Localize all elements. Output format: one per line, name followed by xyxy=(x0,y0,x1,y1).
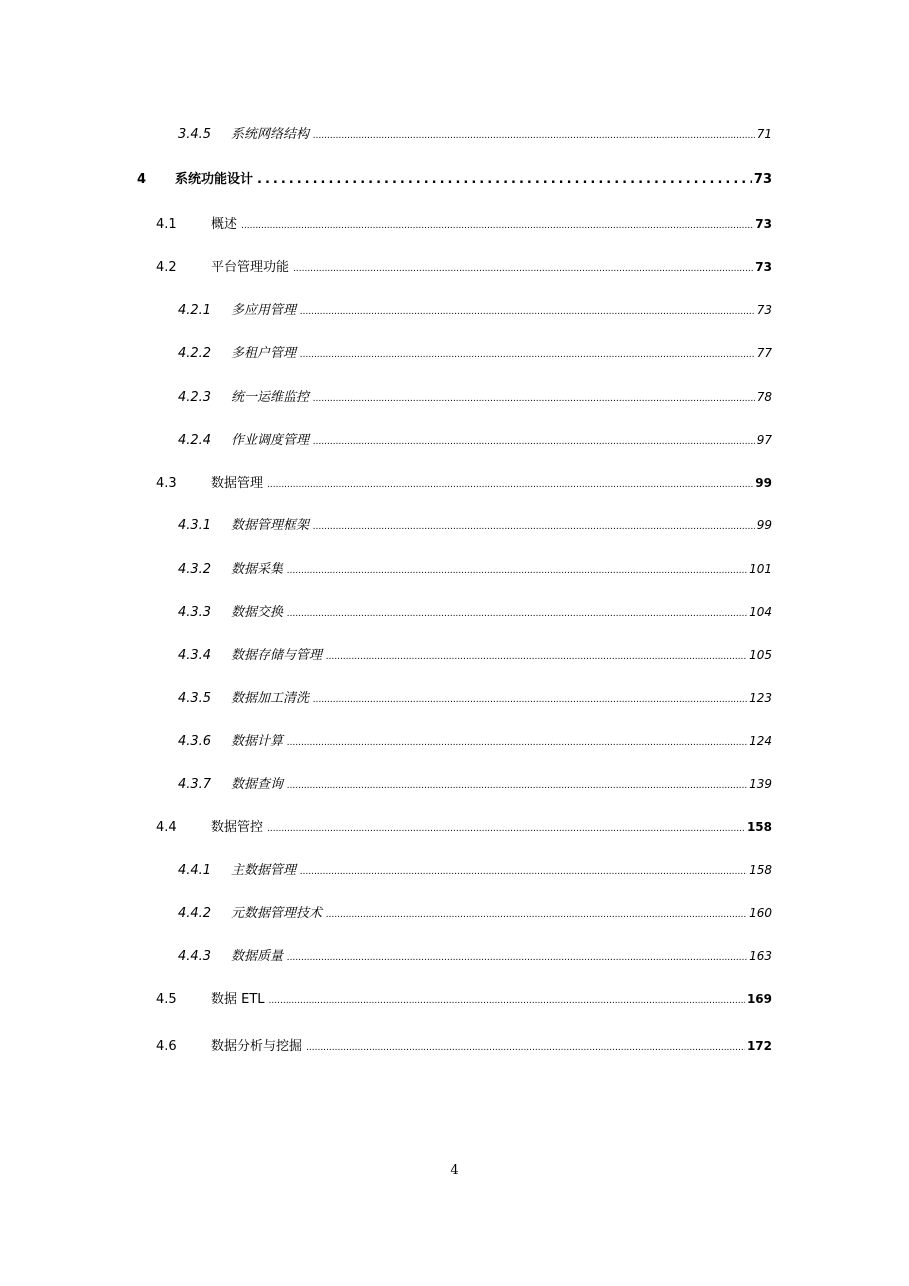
toc-entry-page: 101 xyxy=(749,562,772,576)
toc-dot-leader xyxy=(287,949,747,967)
toc-dot-leader xyxy=(241,217,753,235)
toc-entry-number: 4.4.2 xyxy=(178,906,212,921)
toc-entry-page: 139 xyxy=(749,777,772,791)
toc-entry-number: 4.4.3 xyxy=(178,949,212,964)
toc-entry-page: 73 xyxy=(755,260,772,274)
toc-entry-page: 99 xyxy=(756,518,772,532)
toc-entry-number: 4.2 xyxy=(156,260,177,275)
toc-entry-title: 系统网络结构 xyxy=(231,127,310,142)
toc-entry-number: 4.2.1 xyxy=(178,303,212,318)
toc-entry-title: 数据分析与挖掘 xyxy=(211,1039,303,1054)
toc-dot-leader xyxy=(306,1039,745,1057)
toc-entry-4-2[interactable] xyxy=(156,258,772,278)
toc-dot-leader xyxy=(287,777,747,795)
toc-entry-page: 160 xyxy=(749,906,772,920)
toc-entry-title: 数据管控 xyxy=(211,820,264,835)
toc-dot-leader xyxy=(313,433,755,451)
toc-entry-title: 数据交换 xyxy=(231,605,284,620)
toc-entry-4-3-2[interactable] xyxy=(178,560,772,580)
toc-entry-4-4-3[interactable] xyxy=(178,947,772,967)
toc-entry-title: 主数据管理 xyxy=(231,863,297,878)
toc-entry-number: 4.2.4 xyxy=(178,433,212,448)
toc-dot-leader xyxy=(257,171,752,189)
toc-entry-page: 158 xyxy=(749,863,772,877)
toc-entry-title: 多租户管理 xyxy=(231,346,297,361)
toc-dot-leader xyxy=(313,691,747,709)
toc-entry-page: 163 xyxy=(749,949,772,963)
toc-dot-leader xyxy=(267,820,745,838)
toc-entry-number: 4.3.2 xyxy=(178,562,212,577)
toc-entry-page: 124 xyxy=(749,734,772,748)
toc-entry-4-3-7[interactable] xyxy=(178,775,772,795)
toc-entry-page: 73 xyxy=(756,303,772,317)
toc-entry-number: 4.3 xyxy=(156,476,177,491)
toc-entry-title: 元数据管理技术 xyxy=(231,906,323,921)
toc-entry-title: 概述 xyxy=(211,217,238,232)
toc-dot-leader xyxy=(300,863,747,881)
toc-dot-leader xyxy=(269,992,745,1010)
toc-entry-page: 78 xyxy=(756,390,772,404)
toc-entry-4-3-1[interactable] xyxy=(178,516,772,536)
toc-entry-title: 平台管理功能 xyxy=(211,260,290,275)
toc-dot-leader xyxy=(287,734,747,752)
toc-entry-title: 数据采集 xyxy=(231,562,284,577)
toc-dot-leader xyxy=(313,127,755,145)
toc-entry-4-3-6[interactable] xyxy=(178,732,772,752)
toc-entry-page: 77 xyxy=(756,346,772,360)
toc-entry-number: 4.3.7 xyxy=(178,777,212,792)
toc-entry-4-3-3[interactable] xyxy=(178,603,772,623)
toc-entry-4-4[interactable] xyxy=(156,818,772,838)
toc-entry-title: 作业调度管理 xyxy=(231,433,310,448)
toc-entry-title: 统一运维监控 xyxy=(231,390,310,405)
toc-entry-number: 4.4 xyxy=(156,820,177,835)
toc-entry-4-2-2[interactable] xyxy=(178,344,772,364)
toc-entry-title: 数据管理 xyxy=(211,476,264,491)
toc-entry-title: 数据加工清洗 xyxy=(231,691,310,706)
toc-dot-leader xyxy=(267,476,753,494)
toc-entry-title: 数据存储与管理 xyxy=(231,648,323,663)
toc-entry-number: 4.4.1 xyxy=(178,863,212,878)
toc-dot-leader xyxy=(287,562,747,580)
toc-dot-leader xyxy=(326,906,747,924)
toc-entry-number: 4.3.6 xyxy=(178,734,212,749)
toc-entry-number: 4.6 xyxy=(156,1039,177,1054)
toc-entry-number: 4.2.3 xyxy=(178,390,212,405)
toc-entry-title: 数据质量 xyxy=(231,949,284,964)
toc-entry-number: 4.3.3 xyxy=(178,605,212,620)
toc-entry-4-6[interactable] xyxy=(156,1037,772,1057)
toc-entry-4-3-5[interactable] xyxy=(178,689,772,709)
toc-entry-title: 数据计算 xyxy=(231,734,284,749)
toc-entry-number: 4.3.1 xyxy=(178,518,212,533)
toc-entry-page: 99 xyxy=(755,476,772,490)
toc-dot-leader xyxy=(313,390,755,408)
toc-entry-number: 4 xyxy=(137,172,147,187)
toc-entry-3-4-5[interactable] xyxy=(178,125,772,145)
toc-entry-4-5[interactable] xyxy=(156,990,772,1010)
toc-entry-page: 73 xyxy=(753,172,772,187)
toc-entry-page: 123 xyxy=(749,691,772,705)
toc-entry-page: 97 xyxy=(756,433,772,447)
toc-entry-page: 73 xyxy=(755,217,772,231)
toc-entry-page: 105 xyxy=(749,648,772,662)
toc-entry-number: 4.2.2 xyxy=(178,346,212,361)
toc-entry-title: 数据 ETL xyxy=(211,992,265,1007)
toc-entry-number: 4.5 xyxy=(156,992,177,1007)
toc-dot-leader xyxy=(287,605,747,623)
toc-entry-page: 169 xyxy=(746,992,772,1006)
toc-dot-leader xyxy=(300,303,755,321)
toc-entry-title: 多应用管理 xyxy=(231,303,297,318)
toc-entry-page: 104 xyxy=(749,605,772,619)
toc-entry-4-3-4[interactable] xyxy=(178,646,772,666)
toc-entry-title: 数据查询 xyxy=(231,777,284,792)
toc-dot-leader xyxy=(326,648,747,666)
toc-entry-page: 71 xyxy=(756,127,772,141)
toc-entry-4[interactable] xyxy=(137,171,772,189)
toc-entry-4-4-2[interactable] xyxy=(178,904,772,924)
toc-entry-title: 系统功能设计 xyxy=(175,172,254,187)
toc-entry-number: 3.4.5 xyxy=(178,127,212,142)
toc-entry-page: 172 xyxy=(746,1039,772,1053)
toc-dot-leader xyxy=(293,260,753,278)
toc-entry-number: 4.3.4 xyxy=(178,648,212,663)
page-number: 4 xyxy=(450,1163,459,1178)
toc-entry-page: 158 xyxy=(746,820,772,834)
toc-entry-title: 数据管理框架 xyxy=(231,518,310,533)
toc-entry-4-2-3[interactable] xyxy=(178,388,772,408)
toc-entry-number: 4.3.5 xyxy=(178,691,212,706)
toc-entry-4-3[interactable] xyxy=(156,474,772,494)
toc-dot-leader xyxy=(313,518,755,536)
toc-entry-4-2-4[interactable] xyxy=(178,431,772,451)
toc-entry-number: 4.1 xyxy=(156,217,177,232)
toc-entry-4-2-1[interactable] xyxy=(178,301,772,321)
toc-entry-4-1[interactable] xyxy=(156,215,772,235)
toc-dot-leader xyxy=(300,346,755,364)
toc-entry-4-4-1[interactable] xyxy=(178,861,772,881)
